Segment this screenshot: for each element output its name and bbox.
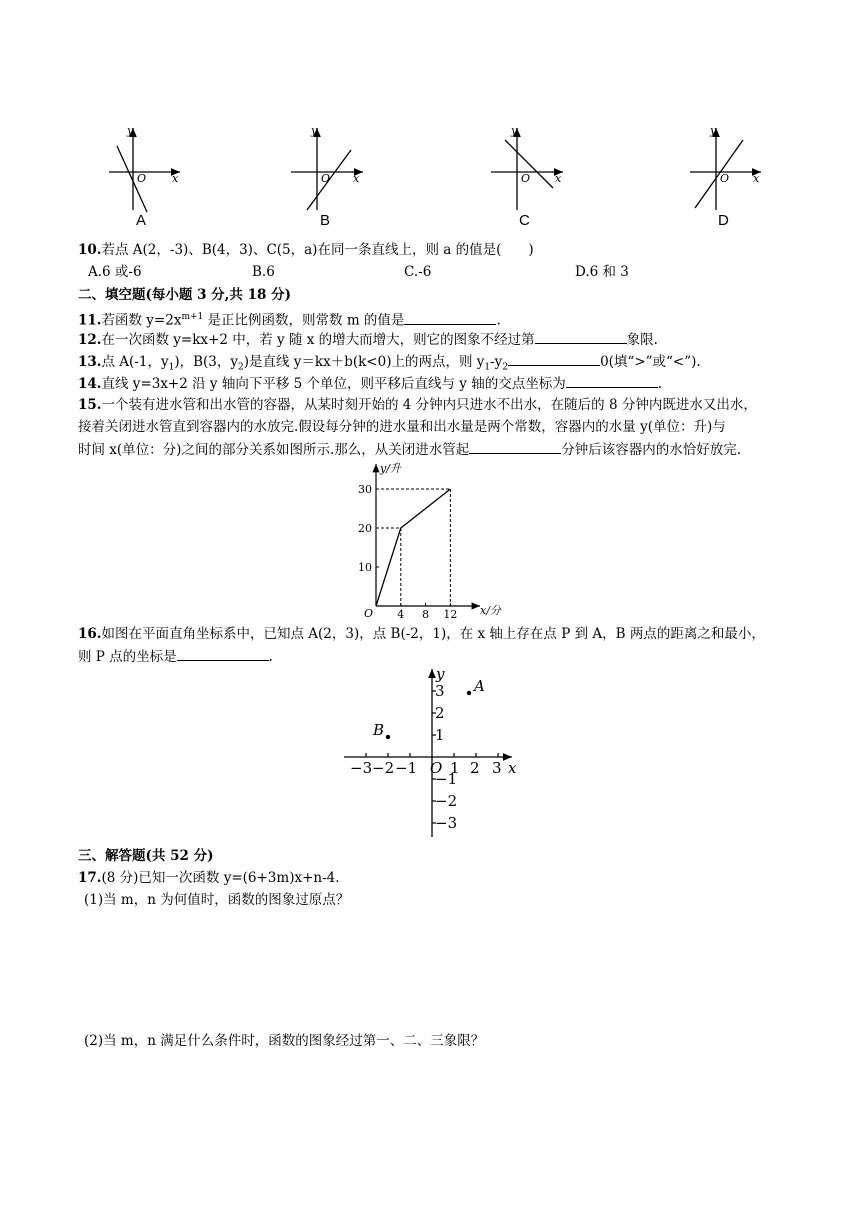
q10-option-a: A.6 或-6 [88,264,142,280]
chart-x-label: x/分 [480,604,501,617]
graph-b [291,124,363,210]
graph-d [690,124,761,210]
x-tick-2: 2 [470,759,480,777]
q15-text-3b: 分钟后该容器内的水恰好放完. [561,442,742,458]
point-a [467,691,471,695]
q10-option-c: C.-6 [404,264,432,280]
graph-a [109,124,180,212]
chart-y-tick-label: 30 [358,483,372,496]
question-15-line-3 [78,439,741,460]
chart-y-label: y/升 [380,462,401,475]
y-tick-neg1: −1 [435,770,458,788]
q14-text: 直线 y=3x+2 沿 y 轴向下平移 5 个单位，则平移后直线与 y 轴的交点坐标为 [101,376,566,392]
question-15-line-2: 接着关闭进水管直到容器内的水放完.假设每分钟的进水量和出水量是两个常数，容器内的水量 y(单位：升)与 [78,419,726,435]
q16-text-1: 如图在平面直角坐标系中，已知点 A(2，3)，点 B(-2，1)，在 x 轴上存在点 P 到 A，B 两点的距离之和最小， [101,626,765,642]
x-tick-neg3: −3 [350,759,373,777]
q12-end: 象限. [626,332,658,348]
q17-text: (8 分)已知一次函数 y=(6+3m)x+n-4. [101,870,340,886]
q16-end: . [268,649,273,665]
question-10-number: 10. [78,242,102,258]
section-3-heading: 三、解答题(共 52 分) [78,848,214,864]
point-b [386,735,390,739]
q13-text-c: )是直线 y＝kx＋b(k<0)上的两点，则 y [243,354,485,370]
question-15-number: 15. [78,397,102,413]
q11-text-b: 是正比例函数，则常数 m 的值是 [203,312,405,329]
y-tick-neg2: −2 [435,792,458,810]
question-10-text: 若点 A(2，-3)、B(4，3)、C(5，a)在同一条直线上，则 a 的值是( ) [101,242,534,258]
graph-d-x-label: x [753,172,760,185]
graph-b-label: B [320,212,331,229]
graph-b-y-label: y [311,124,318,137]
chart-y-tick-label: 10 [358,561,372,574]
chart-origin: O [364,607,374,620]
q13-sub-1: 1 [168,362,175,373]
graph-a-y-label: y [127,124,134,137]
graph-a-x-label: x [172,172,179,185]
graph-a-label: A [136,212,147,229]
q14-answer-blank[interactable] [566,373,658,388]
graph-c-x-label: x [555,172,562,185]
q16-answer-blank[interactable] [177,646,269,661]
y-tick-neg3: −3 [435,814,458,832]
question-13-number: 13. [78,354,102,370]
question-17-part-2: (2)当 m，n 满足什么条件时，函数的图象经过第一、二、三象限？ [84,1033,485,1049]
graph-c-origin: O [521,172,531,185]
plane-origin: O [430,759,443,777]
question-16-number: 16. [78,626,102,642]
option-graphs [95,120,775,240]
q15-answer-blank[interactable] [469,439,561,454]
graph-b-x-label: x [353,172,360,185]
question-10 [78,240,534,260]
q13-end: 0(填“>”或“<”). [600,354,701,370]
q16-text-2: 则 P 点的坐标是 [78,649,177,665]
q13-text-b: )，B(3，y [174,354,238,370]
y-tick-3: 3 [435,682,445,700]
question-11-number: 11. [78,312,102,329]
x-tick-neg2: −2 [372,759,395,777]
q11-end: . [496,312,501,329]
point-a-label: A [474,677,485,695]
x-tick-3: 3 [492,759,502,777]
question-12 [78,329,658,350]
question-14-number: 14. [78,376,102,392]
graph-d-origin: O [720,172,730,185]
q12-text: 在一次函数 y=kx+2 中，若 y 随 x 的增大而增大，则它的图象不经过第 [101,332,535,348]
section-2-heading: 二、填空题(每小题 3 分,共 18 分) [78,287,291,303]
q15-text-1: 一个装有进水管和出水管的容器，从某时刻开始的 4 分钟内只进水不出水，在随后的 8 分钟内既进水又出水， [101,397,757,413]
x-tick-1: 1 [450,759,460,777]
question-17 [78,868,340,888]
graph-a-origin: O [137,172,147,185]
q14-end: . [657,376,663,392]
question-12-number: 12. [78,332,102,348]
y-tick-2: 2 [435,704,445,722]
question-14 [78,373,662,394]
q11-exponent: m+1 [181,312,204,322]
question-17-number: 17. [78,870,102,886]
question-15-line-1 [78,395,757,415]
question-16-line-2 [78,646,273,667]
chart-y-tick-label: 20 [358,522,372,535]
q13-sub-3: 1 [484,362,491,373]
q12-answer-blank[interactable] [535,329,627,344]
chart-x-tick-label: 4 [397,608,405,620]
q15-text-3a: 时间 x(单位：分)之间的部分关系如图所示.那么，从关闭进水管起 [78,442,470,458]
q13-sub-4: 2 [502,362,509,373]
chart-series-line [376,489,450,606]
x-tick-neg1: −1 [395,759,418,777]
q11-answer-blank[interactable] [404,310,496,325]
q10-option-b: B.6 [252,264,275,280]
q13-answer-blank[interactable] [508,351,600,366]
q11-text-a: 若函数 y=2x [101,312,182,329]
graph-c-y-label: y [511,124,518,137]
y-tick-1: 1 [435,726,445,744]
graph-d-label: D [718,212,729,229]
q13-text-d: -y [490,354,503,370]
graph-c [491,124,563,210]
coordinate-plane [340,665,525,840]
graph-d-y-label: y [710,124,717,137]
chart-x-tick-label: 8 [422,608,430,620]
q13-text-a: 点 A(-1，y [101,354,169,370]
question-16-line-1 [78,624,765,644]
plane-y-label: y [436,665,445,683]
q10-option-d: D.6 和 3 [575,264,629,280]
graph-b-origin: O [321,172,331,185]
question-17-part-1: (1)当 m，n 为何值时，函数的图象过原点？ [84,892,350,908]
plane-x-label: x [508,759,517,777]
chart-x-tick-label: 12 [443,608,458,620]
point-b-label: B [373,721,385,739]
graph-c-label: C [519,212,530,229]
question-11 [78,307,501,331]
q13-sub-2: 2 [238,362,244,373]
water-volume-chart [350,460,520,620]
